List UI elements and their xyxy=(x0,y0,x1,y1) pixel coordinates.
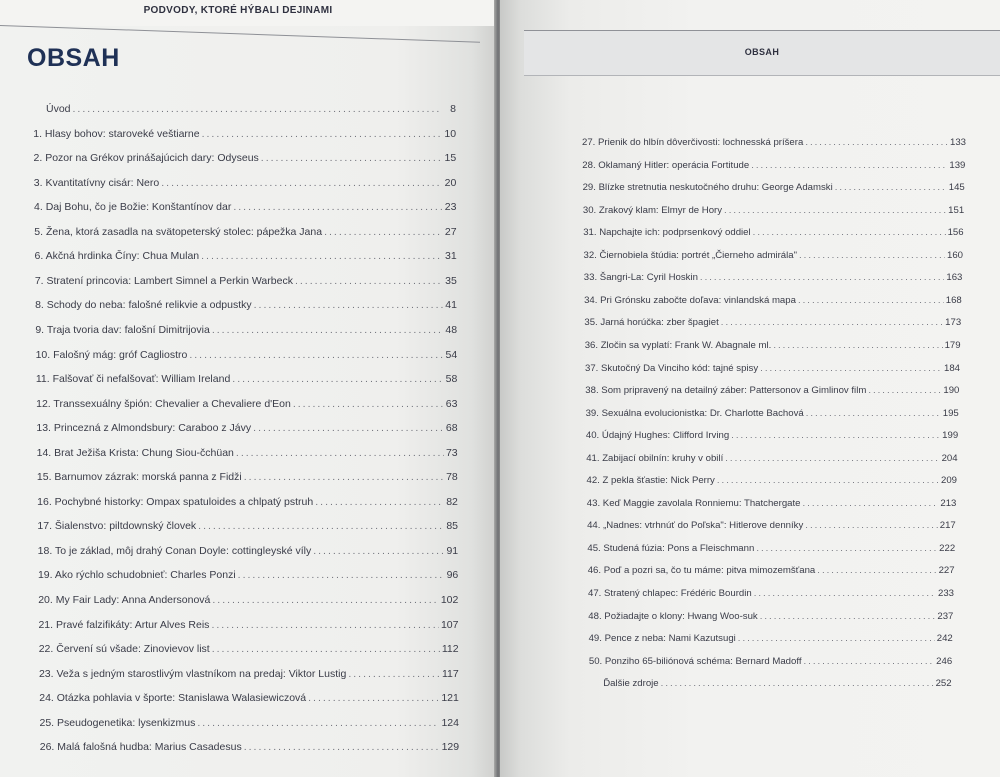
toc-leader-dots xyxy=(293,397,444,411)
toc-entry xyxy=(35,298,457,312)
toc-entry xyxy=(35,323,457,337)
toc-entry-title: 10. Falošný mág: gróf Cagliostro xyxy=(35,348,188,361)
toc-leader-dots xyxy=(197,716,439,730)
toc-entry xyxy=(589,632,953,646)
toc-entry-title: 13. Princezná z Almondsbury: Caraboo z Jávy xyxy=(36,422,252,435)
toc-entry xyxy=(583,226,963,240)
toc-entry xyxy=(584,294,962,308)
toc-leader-dots xyxy=(804,655,935,669)
toc-entry-title: 16. Pochybné historky: Ompax spatuloides a chlpatý pstruh xyxy=(37,495,314,508)
toc-entry xyxy=(588,564,955,578)
toc-leader-dots xyxy=(700,271,944,285)
toc-leader-dots xyxy=(868,384,941,398)
toc-entry xyxy=(584,271,963,285)
toc-entry-title: 24. Otázka pohlavia v športe: Stanislawa Walasiewiczová xyxy=(39,692,307,705)
toc-entry xyxy=(38,544,458,558)
toc-entry-page: 112 xyxy=(441,643,459,656)
toc-entry xyxy=(38,618,458,632)
toc-entry xyxy=(37,446,458,460)
toc-leader-dots xyxy=(738,632,935,646)
toc-entry-page: 73 xyxy=(445,446,458,459)
toc-entry-page: 242 xyxy=(936,633,953,645)
toc-entry-page: 82 xyxy=(446,495,458,508)
toc-entry-title: 47. Stratený chlapec: Frédéric Bourdin xyxy=(588,588,752,599)
running-header-right: OBSAH xyxy=(744,47,780,57)
toc-entry-title: 6. Akčná hrdinka Číny: Chua Mulan xyxy=(34,250,200,263)
toc-leader-dots xyxy=(212,642,440,656)
toc-leader-dots xyxy=(753,226,946,240)
toc-entry xyxy=(40,740,459,754)
toc-entry xyxy=(35,274,457,288)
toc-leader-dots xyxy=(754,587,936,601)
toc-entry xyxy=(36,372,457,386)
toc-entry-title: 46. Poď a pozri sa, čo tu máme: pitva mimozemšťana xyxy=(587,565,816,577)
toc-entry-page: 133 xyxy=(949,137,966,148)
toc-leader-dots xyxy=(806,407,941,421)
toc-entry xyxy=(37,519,458,533)
toc-entry xyxy=(587,542,955,556)
toc-entry-title: 29. Blízke stretnutia neskutočného druhu: George Adamski xyxy=(582,182,833,194)
toc-entry-page: 23 xyxy=(444,201,457,214)
toc-entry-title: Ďalšie zdroje xyxy=(603,678,659,690)
toc-entry-title: 15. Barnumov zázrak: morská panna z Fidži xyxy=(36,471,242,484)
toc-leader-dots xyxy=(717,474,939,488)
toc-entry xyxy=(39,667,459,681)
toc-entry-page: 246 xyxy=(936,655,953,667)
toc-entry-page: 195 xyxy=(942,407,959,419)
toc-entry xyxy=(589,655,952,669)
toc-entry-page: 8 xyxy=(450,103,456,115)
toc-entry-title: 38. Som pripravený na detailný záber: Pattersonov a Gimlinov film xyxy=(585,385,867,397)
running-header-left: PODVODY, KTORÉ HÝBALI DEJINAMI xyxy=(143,5,333,16)
toc-entry xyxy=(36,397,457,411)
toc-entry-title: 39. Sexuálna evolucionistka: Dr. Charlotte Bachová xyxy=(585,407,804,419)
toc-entry xyxy=(586,429,958,443)
toc-leader-dots xyxy=(324,225,443,239)
toc-entry xyxy=(39,642,459,656)
toc-entry-title: 25. Pseudogenetika: lysenkizmus xyxy=(39,716,196,729)
left-header-band xyxy=(0,0,496,26)
toc-entry-title: 23. Veža s jedným starostlivým vlastníkom na predaj: Viktor Lustig xyxy=(38,667,347,680)
toc-leader-dots xyxy=(725,452,939,466)
toc-entry-title: 34. Pri Grónsku zabočte doľava: vinlandská mapa xyxy=(584,294,796,306)
toc-leader-dots xyxy=(661,677,934,691)
toc-entry-page: 48 xyxy=(445,323,458,336)
toc-entry-title: 19. Ako rýchlo schudobnieť: Charles Ponzi xyxy=(37,569,236,582)
toc-leader-dots xyxy=(261,151,442,165)
left-page xyxy=(0,0,496,777)
toc-entry-page: 63 xyxy=(445,397,458,410)
toc-leader-dots xyxy=(236,446,444,460)
toc-entry-title: 30. Zrakový klam: Elmyr de Hory xyxy=(582,204,723,216)
toc-entry-title: 4. Daj Bohu, čo je Božie: Konštantínov dar xyxy=(34,201,232,214)
right-header-band xyxy=(524,30,1000,76)
toc-entry-page: 213 xyxy=(940,497,957,509)
toc-leader-dots xyxy=(805,136,948,150)
toc-entry-page: 117 xyxy=(441,667,459,680)
toc-entry-page: 173 xyxy=(945,317,962,329)
toc-entry-title: 26. Malá falošná hudba: Marius Casadesus xyxy=(39,741,242,754)
toc-leader-dots xyxy=(348,667,440,681)
toc-entry xyxy=(586,407,959,421)
toc-entry-title: 33. Šangri-La: Cyril Hoskin xyxy=(583,272,698,284)
toc-leader-dots xyxy=(308,691,439,705)
toc-entry-page: 184 xyxy=(943,362,960,374)
toc-entry xyxy=(35,249,457,263)
toc-entry-page: 160 xyxy=(946,249,963,261)
toc-entry-page: 209 xyxy=(940,475,957,487)
toc-entry-page: 91 xyxy=(446,544,459,557)
toc-entry-title: 12. Transsexuálny špión: Chevalier a Chevaliere d'Eon xyxy=(36,397,291,410)
toc-leader-dots xyxy=(254,298,443,312)
toc-entry xyxy=(582,159,965,173)
toc-leader-dots xyxy=(721,316,943,330)
toc-entry-title: 3. Kvantitatívny cisár: Nero xyxy=(33,176,160,189)
toc-entry-page: 124 xyxy=(441,716,459,729)
toc-entry-page: 31 xyxy=(445,250,457,263)
toc-entry-title: 43. Keď Maggie zavolala Ronniemu: Thatchergate xyxy=(586,497,801,509)
toc-leader-dots xyxy=(244,740,440,754)
toc-leader-dots xyxy=(202,127,443,141)
toc-entry xyxy=(603,677,951,691)
toc-entry xyxy=(36,348,458,362)
toc-entry-title: 27. Prienik do hlbín dôverčivosti: lochnesská príšera xyxy=(582,137,804,148)
toc-entry-title: 32. Čiernobiela štúdia: portrét „Čierneho admirála" xyxy=(583,249,798,261)
toc-entry-title: 49. Pence z neba: Nami Kazutsugi xyxy=(588,633,736,645)
toc-entry-page: 102 xyxy=(440,594,459,606)
toc-entry-title: 45. Studená fúzia: Pons a Fleischmann xyxy=(587,542,755,554)
toc-entry xyxy=(34,200,456,214)
toc-entry xyxy=(33,127,456,141)
toc-entry xyxy=(585,339,961,353)
toc-entry-title: 8. Schody do neba: falošné relikvie a odpustky xyxy=(35,299,252,312)
toc-entry-title: 40. Údajný Hughes: Clifford Irving xyxy=(585,430,730,442)
toc-leader-dots xyxy=(201,249,443,263)
toc-entry xyxy=(588,587,954,601)
toc-entry-title: 37. Skutočný Da Vinciho kód: tajné spisy xyxy=(585,362,759,374)
toc-entry-page: 151 xyxy=(948,204,965,216)
toc-leader-dots xyxy=(313,544,444,558)
toc-entry xyxy=(36,421,457,435)
toc-entry xyxy=(585,362,960,376)
toc-entry xyxy=(34,151,457,165)
toc-entry-page: 217 xyxy=(939,520,956,532)
toc-entry xyxy=(34,225,456,239)
toc-leader-dots xyxy=(756,542,937,556)
toc-leader-dots xyxy=(798,294,944,308)
toc-entry-page: 190 xyxy=(943,385,960,397)
toc-entry xyxy=(37,470,458,484)
toc-entry-page: 145 xyxy=(948,182,965,194)
toc-entry-page: 139 xyxy=(949,159,966,171)
toc-leader-dots xyxy=(189,348,443,362)
toc-entry-page: 222 xyxy=(939,542,956,554)
toc-entry-title: 42. Z pekla šťastie: Nick Perry xyxy=(586,475,715,487)
toc-entry xyxy=(34,176,457,190)
toc-entry xyxy=(38,568,458,582)
toc-entry-title: 28. Oklamaný Hitler: operácia Fortitude xyxy=(582,159,750,171)
toc-entry-page: 35 xyxy=(445,274,457,287)
toc-leader-dots xyxy=(212,593,438,607)
toc-leader-dots xyxy=(724,204,946,218)
toc-entry-title: 22. Červení sú všade: Zinovievov list xyxy=(38,643,210,656)
toc-leader-dots xyxy=(233,200,442,214)
toc-entry-page: 227 xyxy=(938,565,955,577)
toc-leader-dots xyxy=(773,339,942,353)
toc-entry xyxy=(587,474,958,488)
toc-entry-page: 27 xyxy=(444,225,457,238)
toc-entry xyxy=(588,610,953,624)
toc-entry-page: 41 xyxy=(445,299,457,312)
toc-leader-dots xyxy=(817,564,936,578)
toc-leader-dots xyxy=(211,618,439,632)
toc-entry-page: 20 xyxy=(444,176,457,189)
toc-leader-dots xyxy=(731,429,940,443)
toc-leader-dots xyxy=(760,362,942,376)
toc-leader-dots xyxy=(799,249,945,263)
toc-entry-title: 41. Zabijací obilnín: kruhy v obilí xyxy=(586,452,724,464)
toc-leader-dots xyxy=(212,323,443,337)
toc-entry-title: 21. Pravé falzifikáty: Artur Alves Reis xyxy=(38,618,210,631)
toc-leader-dots xyxy=(232,372,443,386)
toc-entry-title: 20. My Fair Lady: Anna Andersonová xyxy=(38,594,211,606)
toc-entry-page: 58 xyxy=(445,373,458,386)
toc-entry-page: 10 xyxy=(444,127,457,140)
toc-entry-title: 9. Traja tvoria dav: falošní Dimitrijovia xyxy=(35,323,210,336)
toc-entry xyxy=(40,716,460,730)
toc-entry-page: 78 xyxy=(446,471,458,484)
toc-entry-page: 54 xyxy=(445,348,458,361)
toc-entry xyxy=(584,249,964,263)
toc-entry-title: 35. Jarná horúčka: zber špagiet xyxy=(584,317,719,329)
toc-leader-dots xyxy=(253,421,443,435)
toc-leader-dots xyxy=(73,102,442,116)
toc-entry-page: 204 xyxy=(941,452,958,464)
toc-leader-dots xyxy=(295,274,443,288)
right-page xyxy=(500,0,1000,777)
toc-entry-title: 17. Šialenstvo: piltdownský človek xyxy=(37,520,197,533)
toc-entry-page: 68 xyxy=(445,422,458,435)
toc-entry-title: 44. „Nadnes: vtrhnúť do Poľska": Hitlerove denníky xyxy=(587,520,804,532)
toc-entry-page: 121 xyxy=(441,692,459,705)
toc-entry-page: 156 xyxy=(947,227,964,239)
toc-entry-page: 199 xyxy=(942,430,959,442)
toc-leader-dots xyxy=(835,181,947,195)
toc-entry xyxy=(587,497,957,511)
toc-entry xyxy=(39,691,459,705)
toc-entry xyxy=(46,102,456,116)
toc-entry-title: 1. Hlasy bohov: staroveké veštiarne xyxy=(33,127,200,140)
toc-entry-title: 36. Zločin sa vyplatí: Frank W. Abagnale ml. xyxy=(584,339,772,351)
toc-leader-dots xyxy=(751,159,947,173)
toc-entry-page: 129 xyxy=(441,741,460,754)
toc-entry-page: 252 xyxy=(935,678,952,690)
toc-entry-title: 14. Brat Ježiša Krista: Chung Siou-čchüan xyxy=(36,446,234,459)
toc-leader-dots xyxy=(805,519,937,533)
toc-entry-page: 168 xyxy=(945,294,962,306)
toc-entry xyxy=(587,519,956,533)
toc-entry-page: 237 xyxy=(937,610,954,622)
toc-leader-dots xyxy=(238,568,445,582)
toc-entry-page: 163 xyxy=(946,272,963,284)
toc-leader-dots xyxy=(803,497,939,511)
toc-leader-dots xyxy=(198,519,444,533)
toc-entry-title: 50. Ponziho 65-biliónová schéma: Bernard Madoff xyxy=(588,655,802,667)
toc-entry-page: 85 xyxy=(446,520,459,533)
page-title: OBSAH xyxy=(27,44,120,72)
toc-entry xyxy=(582,136,966,150)
toc-leader-dots xyxy=(760,610,936,624)
toc-entry-title: 2. Pozor na Grékov prinášajúcich dary: Odyseus xyxy=(33,152,259,165)
toc-entry xyxy=(38,593,458,607)
toc-entry-title: 18. To je základ, môj drahý Conan Doyle: cottingleyské víly xyxy=(37,544,312,557)
toc-leader-dots xyxy=(315,495,444,509)
toc-entry-title: 11. Falšovať či nefalšovať: William Ireland xyxy=(35,373,231,386)
toc-entry-page: 179 xyxy=(944,339,961,351)
toc-entry-page: 107 xyxy=(440,618,459,631)
toc-leader-dots xyxy=(161,176,442,190)
toc-entry xyxy=(586,452,957,466)
toc-entry-title: 7. Stratení princovia: Lambert Simnel a Perkin Warbeck xyxy=(34,274,293,287)
toc-entry-title: 48. Požiadajte o klony: Hwang Woo-suk xyxy=(588,610,758,622)
toc-entry-page: 233 xyxy=(937,588,954,599)
toc-entry xyxy=(583,204,964,218)
toc-leader-dots xyxy=(244,470,444,484)
toc-entry-title: 5. Žena, ktorá zasadla na svätopeterský stolec: pápežka Jana xyxy=(34,225,323,238)
toc-entry-title: Úvod xyxy=(46,103,71,115)
toc-entry-title: 31. Napchajte ich: podprsenkový oddiel xyxy=(583,227,751,239)
toc-entry-page: 15 xyxy=(444,152,457,165)
toc-entry xyxy=(585,384,959,398)
toc-entry xyxy=(37,495,458,509)
toc-entry-page: 96 xyxy=(446,569,459,582)
toc-entry xyxy=(583,181,965,195)
toc-entry xyxy=(584,316,961,330)
